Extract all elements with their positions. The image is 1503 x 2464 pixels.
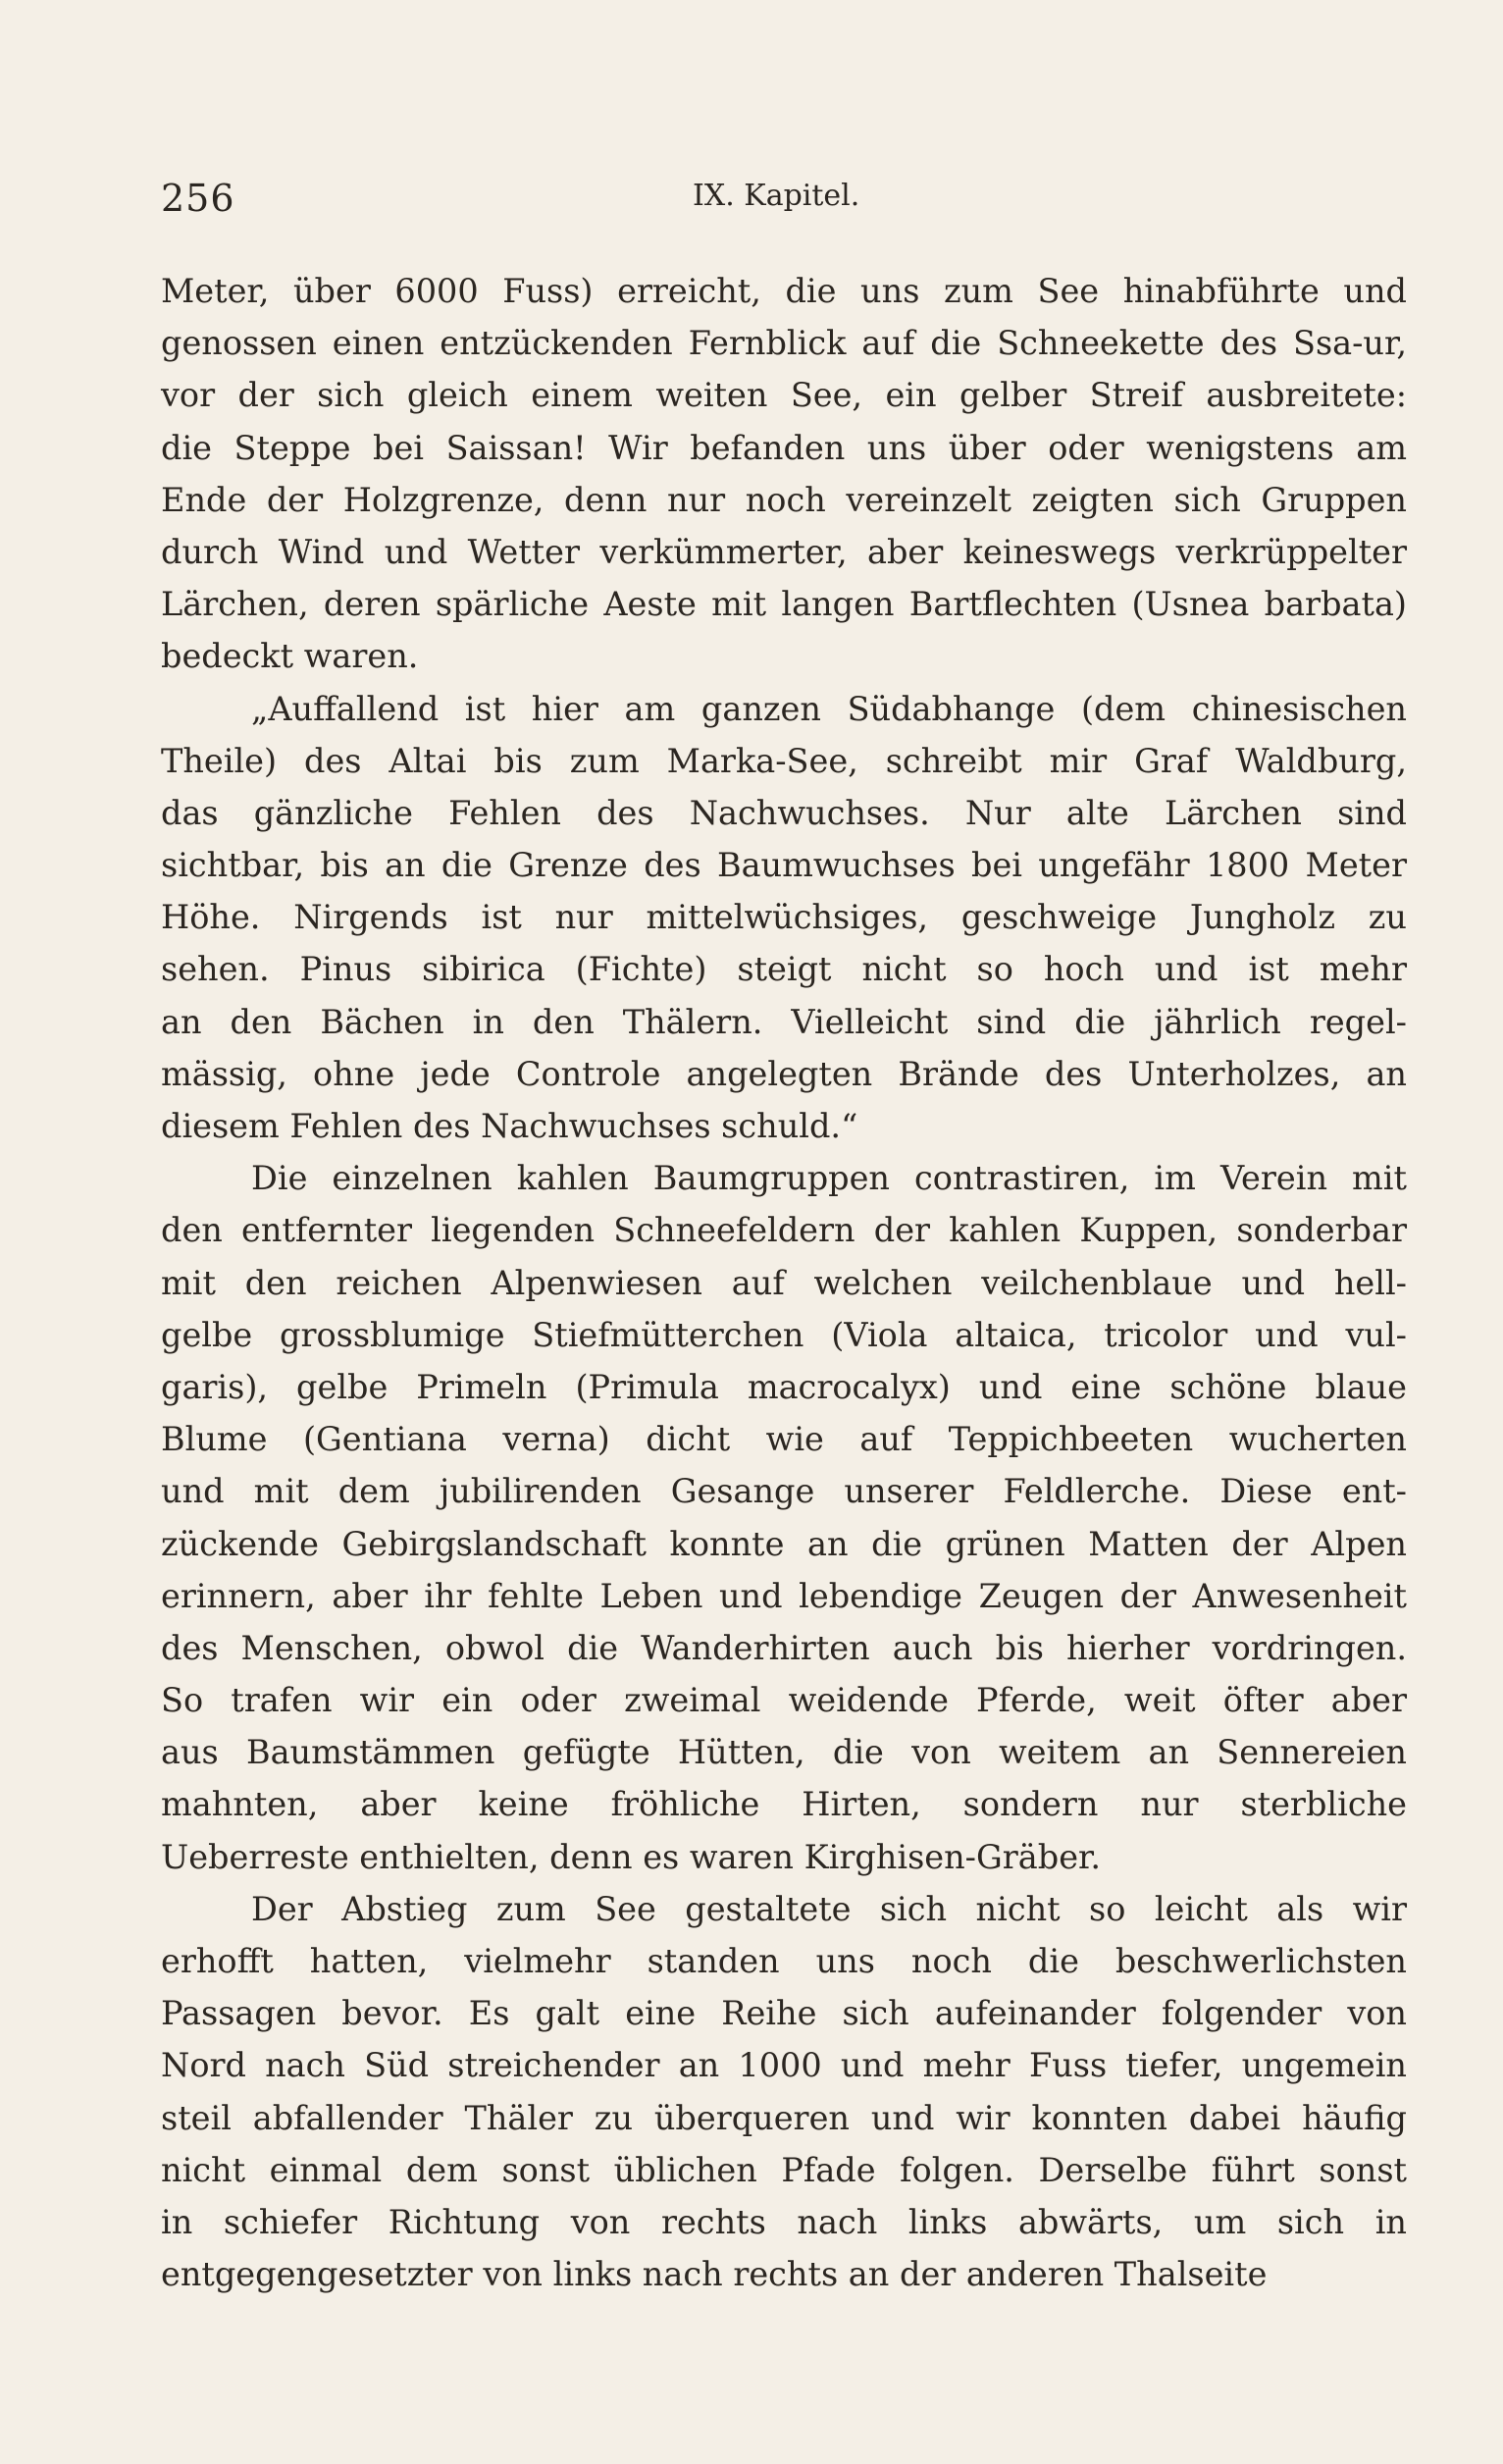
text-line: erhofft hatten, vielmehr standen uns noch die beschwerlichsten bbox=[161, 1942, 1407, 1980]
text-line: nicht einmal dem sonst üblichen Pfade folgen. Derselbe führt sonst bbox=[161, 2150, 1407, 2189]
text-line: entgegengesetzter von links nach rechts an der anderen Thalseite bbox=[161, 2255, 1268, 2294]
page-number: 256 bbox=[161, 177, 235, 220]
body-text bbox=[161, 265, 1407, 2300]
text-line: Der Abstieg zum See gestaltete sich nicht so leicht als wir bbox=[251, 1889, 1407, 1928]
text-line: Passagen bevor. Es galt eine Reihe sich aufeinander folgender von bbox=[161, 1994, 1407, 2033]
text-line: gelbe grossblumige Stiefmütterchen (Viola altaica, tricolor und vul- bbox=[161, 1315, 1407, 1354]
text-line: mahnten, aber keine fröhliche Hirten, sondern nur sterbliche bbox=[161, 1785, 1407, 1824]
paragraph bbox=[161, 683, 1407, 1153]
text-line: Ueberreste enthielten, denn es waren Kirghisen-Gräber. bbox=[161, 1837, 1102, 1876]
text-line: garis), gelbe Primeln (Primula macrocalyx) und eine schöne blaue bbox=[161, 1367, 1407, 1406]
text-line: zückende Gebirgslandschaft konnte an die grünen Matten der Alpen bbox=[161, 1524, 1407, 1563]
text-line: mit den reichen Alpenwiesen auf welchen veilchenblaue und hell- bbox=[161, 1263, 1407, 1302]
text-line: Die einzelnen kahlen Baumgruppen contrastiren, im Verein mit bbox=[251, 1159, 1407, 1198]
text-line: an den Bächen in den Thälern. Vielleicht sind die jährlich regel- bbox=[161, 1002, 1407, 1041]
text-line: Lärchen, deren spärliche Aeste mit langen Bartflechten (Usnea barbata) bbox=[161, 585, 1407, 624]
text-line: und mit dem jubilirenden Gesange unserer Feldlerche. Diese ent- bbox=[161, 1472, 1407, 1511]
text-line: vor der sich gleich einem weiten See, ein gelber Streif ausbreitete: bbox=[161, 376, 1407, 415]
text-line: Nord nach Süd streichender an 1000 und mehr Fuss tiefer, ungemein bbox=[161, 2046, 1407, 2085]
text-line: „Auffallend ist hier am ganzen Südabhange (dem chinesischen bbox=[251, 689, 1407, 728]
text-line: in schiefer Richtung von rechts nach links abwärts, um sich in bbox=[161, 2202, 1407, 2241]
text-line: aus Baumstämmen gefügte Hütten, die von weitem an Sennereien bbox=[161, 1733, 1407, 1772]
text-line: den entfernter liegenden Schneefeldern der kahlen Kuppen, sonderbar bbox=[161, 1211, 1407, 1250]
text-line: diesem Fehlen des Nachwuchses schuld.“ bbox=[161, 1107, 858, 1145]
text-line: mässig, ohne jede Controle angelegten Brände des Unterholzes, an bbox=[161, 1054, 1407, 1093]
paragraph bbox=[161, 265, 1407, 683]
text-line: Theile) des Altai bis zum Marka-See, schreibt mir Graf Waldburg, bbox=[161, 741, 1407, 780]
text-line: steil abfallender Thäler zu überqueren und wir konnten dabei häufig bbox=[161, 2098, 1407, 2137]
paragraph bbox=[161, 1152, 1407, 1883]
text-line: genossen einen entzückenden Fernblick auf die Schneekette des Ssa-ur, bbox=[161, 324, 1407, 363]
text-line: Meter, über 6000 Fuss) erreicht, die uns zum See hinabführte und bbox=[161, 272, 1407, 310]
text-line: Blume (Gentiana verna) dicht wie auf Teppichbeeten wucherten bbox=[161, 1420, 1407, 1459]
page-header bbox=[161, 177, 1409, 236]
text-line: die Steppe bei Saissan! Wir befanden uns über oder wenigstens am bbox=[161, 428, 1407, 467]
text-line: sichtbar, bis an die Grenze des Baumwuchses bei ungefähr 1800 Meter bbox=[161, 846, 1407, 885]
paragraph bbox=[161, 1883, 1407, 2301]
text-line: durch Wind und Wetter verkümmerter, aber keineswegs verkrüppelter bbox=[161, 532, 1407, 571]
text-line: Ende der Holzgrenze, denn nur noch vereinzelt zeigten sich Gruppen bbox=[161, 480, 1407, 519]
text-line: des Menschen, obwol die Wanderhirten auch bis hierher vordringen. bbox=[161, 1628, 1407, 1667]
text-line: bedeckt waren. bbox=[161, 637, 419, 676]
running-head: IX. Kapitel. bbox=[693, 179, 860, 213]
text-line: Höhe. Nirgends ist nur mittelwüchsiges, geschweige Jungholz zu bbox=[161, 898, 1407, 937]
text-line: das gänzliche Fehlen des Nachwuchses. Nur alte Lärchen sind bbox=[161, 793, 1407, 832]
text-line: sehen. Pinus sibirica (Fichte) steigt nicht so hoch und ist mehr bbox=[161, 950, 1407, 989]
text-line: erinnern, aber ihr fehlte Leben und lebendige Zeugen der Anwesenheit bbox=[161, 1576, 1407, 1615]
text-line: So trafen wir ein oder zweimal weidende Pferde, weit öfter aber bbox=[161, 1681, 1407, 1720]
